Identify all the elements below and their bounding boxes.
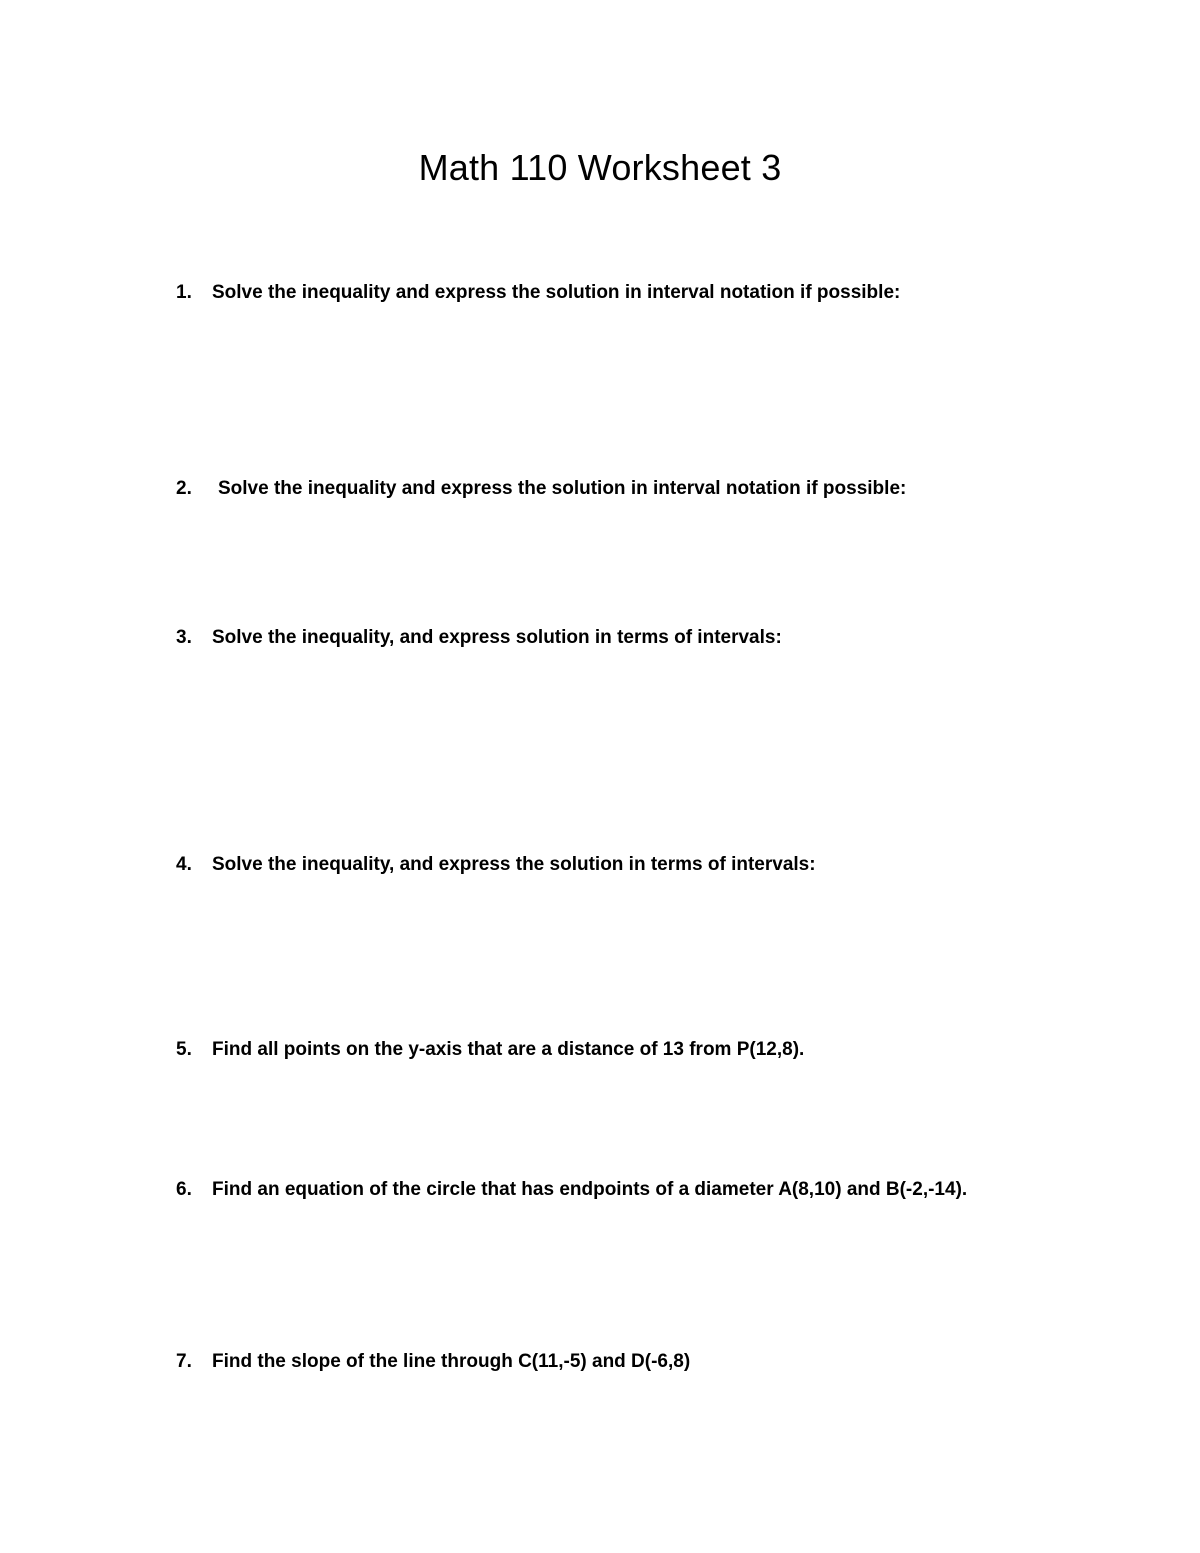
question-6 [176, 1177, 1076, 1203]
question-text: Solve the inequality, and express solution in terms of intervals: [212, 627, 782, 648]
question-text: Solve the inequality and express the solution in interval notation if possible: [212, 282, 901, 303]
question-text: Find an equation of the circle that has endpoints of a diameter A(8,10) and B(-2,-14). [212, 1179, 968, 1200]
question-number: 4. [176, 854, 192, 875]
question-text: Find all points on the y-axis that are a distance of 13 from P(12,8). [212, 1039, 805, 1060]
question-number: 3. [176, 627, 192, 648]
question-number: 6. [176, 1179, 192, 1200]
question-number: 2. [176, 478, 192, 499]
question-number: 5. [176, 1039, 192, 1060]
question-number: 1. [176, 282, 192, 303]
page-title: Math 110 Worksheet 3 [418, 147, 782, 188]
question-4 [176, 852, 1076, 878]
question-7 [176, 1349, 1076, 1375]
question-number: 7. [176, 1351, 192, 1372]
question-text: Solve the inequality, and express the solution in terms of intervals: [212, 854, 816, 875]
question-5 [176, 1037, 1076, 1063]
question-1 [176, 280, 1076, 306]
question-2 [176, 476, 1076, 502]
question-text: Solve the inequality and express the solution in interval notation if possible: [218, 478, 907, 499]
question-3 [176, 625, 1076, 651]
question-text: Find the slope of the line through C(11,-5) and D(-6,8) [212, 1351, 691, 1372]
